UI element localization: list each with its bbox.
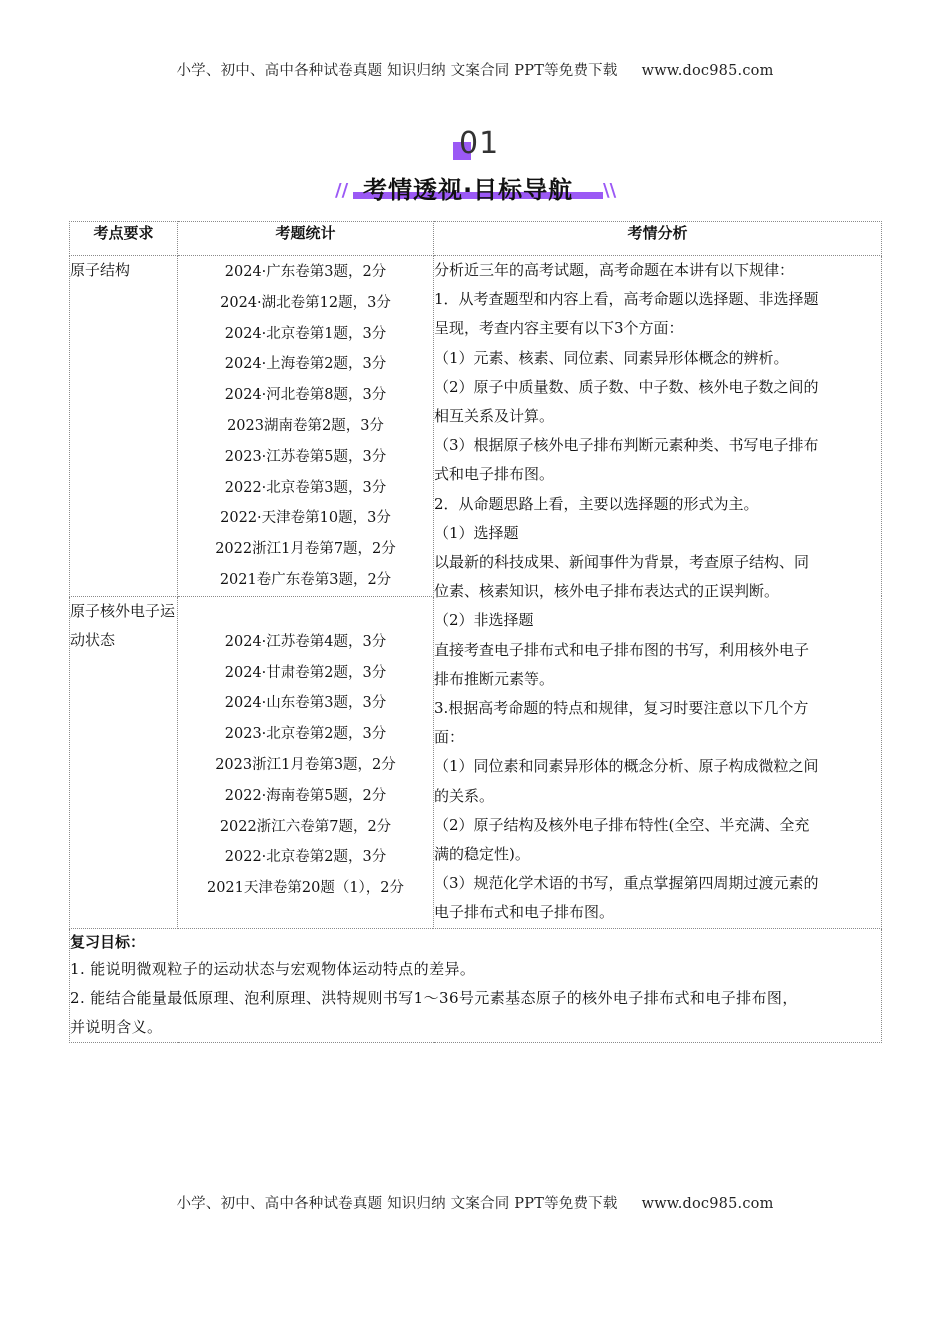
stat-item: 2024·河北卷第8题，3分 — [224, 387, 387, 404]
stat-item: 2022·海南卷第5题，2分 — [224, 787, 387, 804]
bottom-banner — [0, 1192, 950, 1213]
stat-item: 2024·甘肃卷第2题，3分 — [224, 664, 387, 681]
analysis-line: （3）规范化学术语的书写，重点掌握第四周期过渡元素的 — [434, 874, 819, 893]
section-heading — [0, 126, 950, 206]
analysis-line: （2）非选择题 — [434, 611, 534, 630]
analysis-line: 满的稳定性)。 — [434, 845, 530, 864]
stat-item: 2024·山东卷第3题，3分 — [224, 695, 387, 712]
analysis-line: 排布推断元素等。 — [434, 669, 555, 688]
analysis-line: 2．从命题思路上看，主要以选择题的形式为主。 — [434, 494, 759, 513]
stat-item: 2023湖南卷第2题，3分 — [227, 417, 384, 434]
review-goals-cell — [70, 928, 882, 1042]
header-analysis: 考情分析 — [434, 222, 882, 256]
analysis-line: 的关系。 — [434, 786, 495, 805]
analysis-line: 相互关系及计算。 — [434, 407, 555, 426]
right-slash-mark: \\ — [603, 180, 617, 201]
analysis-line: （1）元素、核素、同位素、同素异形体概念的辨析。 — [434, 348, 789, 367]
analysis-line: （2）原子中质量数、质子数、中子数、核外电子数之间的 — [434, 377, 819, 396]
banner-url[interactable]: www.doc985.com — [641, 63, 774, 79]
analysis-line: 式和电子排布图。 — [434, 465, 555, 484]
exam-analysis-table — [69, 221, 882, 1043]
analysis-line: 以最新的科技成果、新闻事件为背景，考查原子结构、同 — [434, 553, 810, 572]
analysis-line: （1）选择题 — [434, 523, 519, 542]
goals-list — [70, 955, 881, 1042]
stats-list — [178, 256, 433, 596]
stat-item: 2021天津卷第20题（1），2分 — [206, 880, 405, 897]
stat-item: 2024·北京卷第1题，3分 — [224, 325, 387, 342]
stat-item: 2024·广东卷第3题，2分 — [224, 264, 387, 280]
analysis-line: 面： — [434, 728, 465, 747]
stat-item: 2024·湖北卷第12题，3分 — [220, 294, 391, 311]
stat-item: 2022浙江六卷第7题，2分 — [219, 818, 392, 835]
analysis-line: 分析近三年的高考试题，高考命题在本讲有以下规律： — [434, 261, 795, 279]
analysis-line: 呈现，考查内容主要有以下3个方面： — [434, 319, 684, 338]
top-banner — [0, 59, 950, 80]
section-number-badge — [453, 126, 513, 166]
banner-text: 小学、初中、高中各种试卷真题 知识归纳 文案合同 PPT等免费下载 — [176, 1196, 618, 1212]
section-title-wrap — [335, 170, 620, 204]
requirement-cell: 原子结构 — [70, 256, 178, 597]
stat-item: 2023·江苏卷第5题，3分 — [224, 448, 387, 465]
goals-row — [70, 928, 882, 1042]
banner-url[interactable]: www.doc985.com — [641, 1196, 774, 1212]
goals-title: 复习目标： — [70, 932, 146, 951]
stat-item: 2022·北京卷第2题，3分 — [224, 849, 387, 866]
statistics-cell — [178, 256, 434, 597]
analysis-line: 3.根据高考命题的特点和规律，复习时要注意以下几个方 — [434, 699, 809, 718]
stat-item: 2021卷广东卷第3题，2分 — [219, 571, 392, 588]
stat-item: 2024·江苏卷第4题，3分 — [224, 633, 387, 650]
analysis-line: 直接考查电子排布式和电子排布图的书写，利用核外电子 — [434, 640, 810, 659]
analysis-line: 电子排布式和电子排布图。 — [434, 903, 615, 922]
analysis-text — [434, 256, 881, 928]
stat-item: 2022浙江1月卷第7题，2分 — [215, 541, 396, 558]
requirement-cell: 原子核外电子运动状态 — [70, 596, 178, 928]
left-slash-mark: // — [335, 180, 349, 201]
analysis-line: （3）根据原子核外电子排布判断元素种类、书写电子排布 — [434, 436, 819, 455]
stat-item: 2024·上海卷第2题，3分 — [224, 356, 387, 373]
header-statistics: 考题统计 — [178, 222, 434, 256]
stat-item: 2023浙江1月卷第3题，2分 — [215, 756, 396, 773]
analysis-line: 1．从考查题型和内容上看，高考命题以选择题、非选择题 — [434, 290, 819, 309]
table-row — [70, 256, 882, 597]
section-number: 01 — [459, 126, 500, 161]
analysis-line: （1）同位素和同素异形体的概念分析、原子构成微粒之间 — [434, 757, 819, 776]
stat-item: 2022·天津卷第10题，3分 — [220, 510, 391, 527]
stat-item: 2023·北京卷第2题，3分 — [224, 726, 387, 743]
table-header-row — [70, 222, 882, 256]
stat-item: 2022·北京卷第3题，3分 — [224, 479, 387, 496]
statistics-cell — [178, 596, 434, 928]
goal-item: 并说明含义。 — [70, 1017, 163, 1036]
goal-item: 1. 能说明微观粒子的运动状态与宏观物体运动特点的差异。 — [70, 959, 476, 978]
section-title: 考情透视·目标导航 — [363, 176, 574, 204]
header-requirement: 考点要求 — [70, 222, 178, 256]
analysis-cell — [434, 256, 882, 929]
analysis-line: 位素、核素知识，核外电子排布表达式的正误判断。 — [434, 582, 780, 601]
stats-list — [178, 597, 433, 924]
analysis-line: （2）原子结构及核外电子排布特性(全空、半充满、全充 — [434, 815, 810, 834]
goal-item: 2. 能结合能量最低原理、泡利原理、洪特规则书写1～36号元素基态原子的核外电子排布式和电子排布图， — [70, 988, 798, 1007]
banner-text: 小学、初中、高中各种试卷真题 知识归纳 文案合同 PPT等免费下载 — [176, 63, 618, 79]
